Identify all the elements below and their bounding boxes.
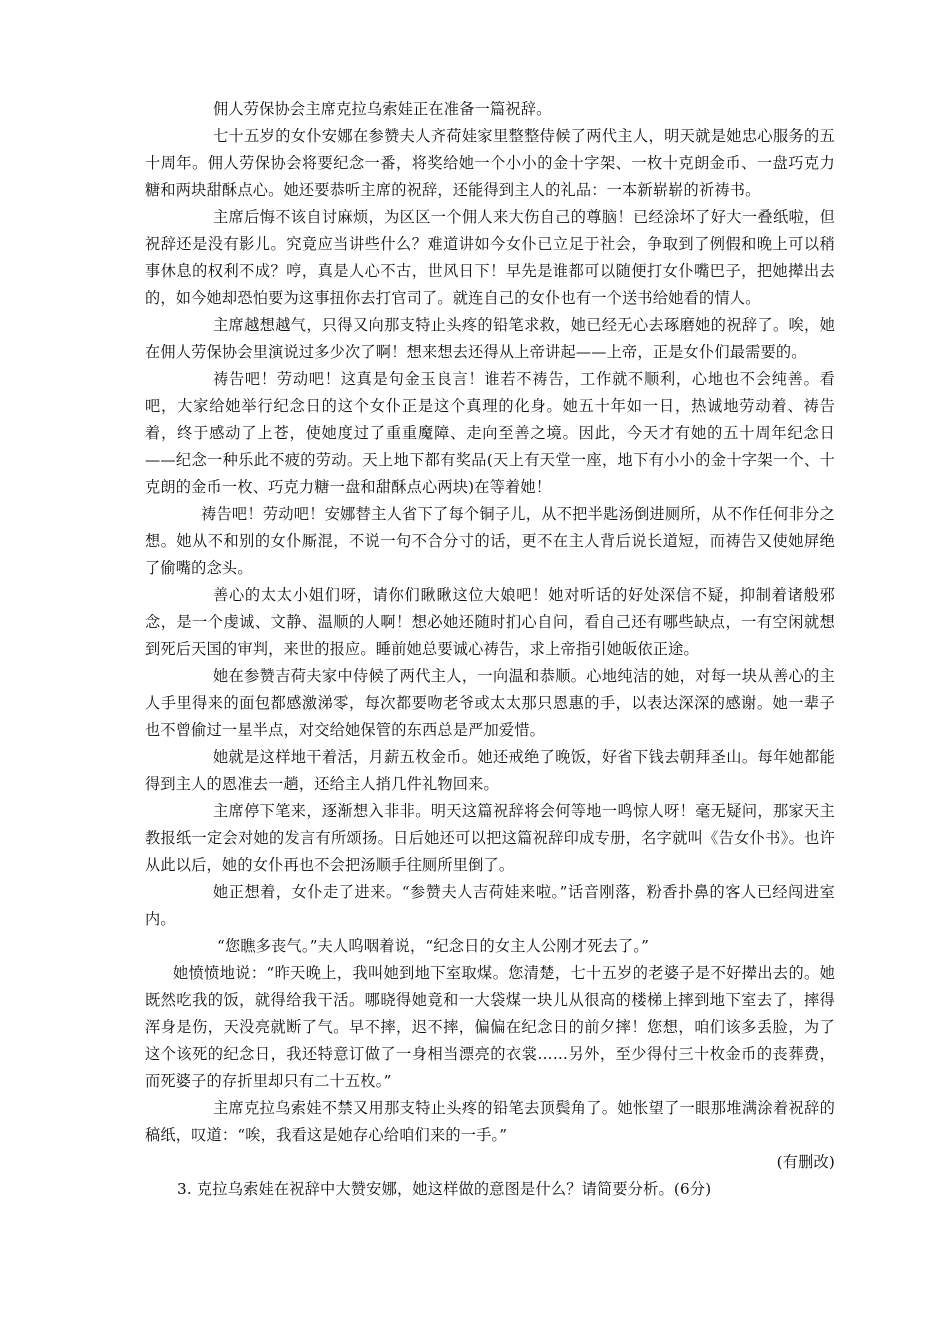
paragraph-6: 祷告吧！劳动吧！安娜替主人省下了每个铜子儿，从不把半匙汤倒进厕所，从不作任何非分之想。她从不和别的女仆厮混，不说一句不合分寸的话，更不在主人背后说长道短，而祷告又使她屏绝了偷嘴的念头。 <box>145 505 835 577</box>
question-3: 3. 克拉乌索娃在祝辞中大赞安娜，她这样做的意图是什么？请简要分析。(6分) <box>177 1180 712 1198</box>
paragraph-1: 佣人劳保协会主席克拉乌索娃正在准备一篇祝辞。 <box>213 100 552 118</box>
paragraph-13: 她愤愤地说：“昨天晚上，我叫她到地下室取煤。您清楚，七十五岁的老婆子是不好撵出去的。她既然吃我的饭，就得给我干活。哪晓得她竟和一大袋煤一块儿从很高的楼梯上摔到地下室去了，摔得浑身是伤，天没亮就断了气。早不摔，迟不摔，偏偏在纪念日的前夕摔！您想，咱们该多丢脸，为了这个该死的纪念日，我还特意订做了一身相当漂亮的衣裳……另外，至少得付三十枚金币的丧葬费，而死婆子的存折里却只有二十五枚。” <box>145 964 835 1090</box>
paragraph-2: 七十五岁的女仆安娜在参赞夫人齐荷娃家里整整侍候了两代主人，明天就是她忠心服务的五十周年。佣人劳保协会将要纪念一番，将奖给她一个小小的金十字架、一枚十克朗金币、一盘巧克力糖和两块甜酥点心。她还要恭听主席的祝辞，还能得到主人的礼品：一本新崭崭的祈祷书。 <box>145 127 835 199</box>
paragraph-9: 她就是这样地干着活，月薪五枚金币。她还戒绝了晚饭，好省下钱去朝拜圣山。每年她都能得到主人的恩准去一趟，还给主人捎几件礼物回来。 <box>145 748 835 793</box>
paragraph-14: 主席克拉乌索娃不禁又用那支特止头疼的铅笔去顶鬓角了。她怅望了一眼那堆满涂着祝辞的稿纸，叹道：“唉，我看这是她存心给咱们来的一手。” <box>145 1099 835 1144</box>
paragraph-5: 祷告吧！劳动吧！这真是句金玉良言！谁若不祷告，工作就不顺利，心地也不会纯善。看吧，大家给她举行纪念日的这个女仆正是这个真理的化身。她五十年如一日，热诚地劳动着、祷告着，终于感动了上苍，使她度过了重重魔障、走向至善之境。因此，今天才有她的五十周年纪念日——纪念一种乐此不疲的劳动。天上地下都有奖品(天上有天堂一座，地下有小小的金十字架一个、十克朗的金币一枚、巧克力糖一盘和甜酥点心两块)在等着她！ <box>145 370 835 496</box>
source-note: (有删改) <box>776 1153 835 1171</box>
paragraph-11: 她正想着，女仆走了进来。“参赞夫人吉荷娃来啦。”话音刚落，粉香扑鼻的客人已经闯进室内。 <box>145 883 835 928</box>
paragraph-3: 主席后悔不该自讨麻烦，为区区一个佣人来大伤自己的尊脑！已经涂坏了好大一叠纸啦，但祝辞还是没有影儿。究竟应当讲些什么？难道讲如今女仆已立足于社会，争取到了例假和晚上可以稍事休息的权利不成？哼，真是人心不古，世风日下！早先是谁都可以随便打女仆嘴巴子，把她撵出去的，如今她却恐怕要为这事扭你去打官司了。就连自己的女仆也有一个送书给她看的情人。 <box>145 208 835 307</box>
paragraph-7: 善心的太太小姐们呀，请你们瞅瞅这位大娘吧！她对听话的好处深信不疑，抑制着诸般邪念，是一个虔诚、文静、温顺的人啊！想必她还随时扪心自问，看自己还有哪些缺点，一有空闲就想到死后天国的审判，来世的报应。睡前她总要诚心祷告，求上帝指引她皈依正途。 <box>145 586 835 658</box>
document-page <box>145 96 835 1203</box>
paragraph-10: 主席停下笔来，逐渐想入非非。明天这篇祝辞将会何等地一鸣惊人呀！毫无疑问，那家天主教报纸一定会对她的发言有所颂扬。日后她还可以把这篇祝辞印成专册，名字就叫《告女仆书》。也许从此以后，她的女仆再也不会把汤顺手往厕所里倒了。 <box>145 802 835 874</box>
paragraph-12: “您瞧多丧气。”夫人呜咽着说，“纪念日的女主人公刚才死去了。” <box>217 937 650 955</box>
paragraph-4: 主席越想越气，只得又向那支特止头疼的铅笔求救，她已经无心去琢磨她的祝辞了。唉，她在佣人劳保协会里演说过多少次了啊！想来想去还得从上帝讲起——上帝，正是女仆们最需要的。 <box>145 316 835 361</box>
paragraph-8: 她在参赞吉荷夫家中侍候了两代主人，一向温和恭顺。心地纯洁的她，对每一块从善心的主人手里得来的面包都感激涕零，每次都要吻老爷或太太那只恩惠的手，以表达深深的感谢。她一辈子也不曾偷过一星半点，对交给她保管的东西总是严加爱惜。 <box>145 667 835 739</box>
